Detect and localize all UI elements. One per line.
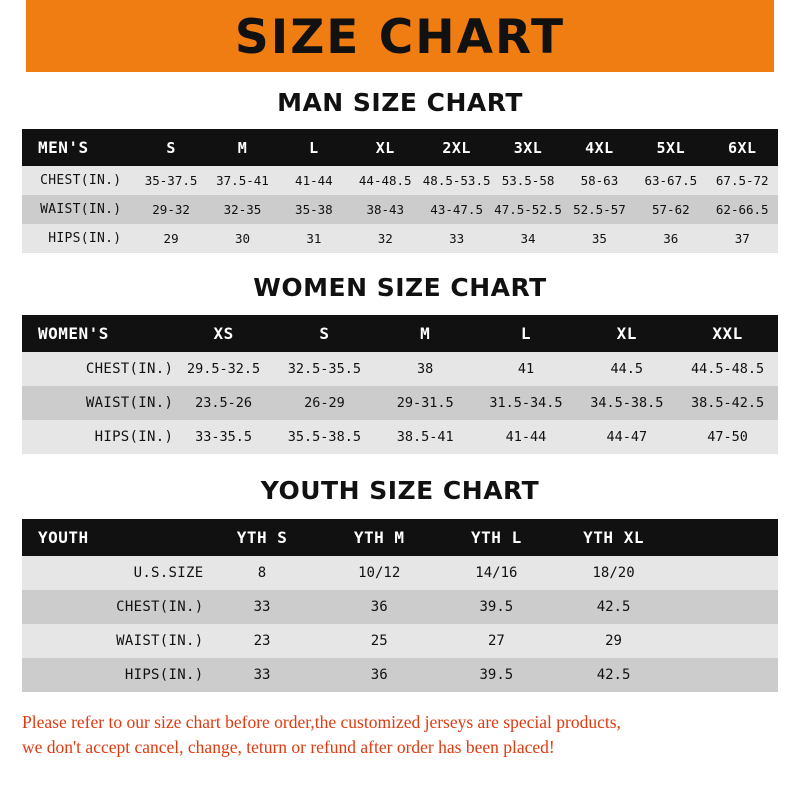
- man-header-cell-5: 2XL: [442, 138, 471, 157]
- table-row: [22, 420, 778, 454]
- women-row0-cell-2: 38: [417, 361, 434, 377]
- man-section: [0, 88, 800, 253]
- man-row1-cell-1: 32-35: [223, 202, 262, 217]
- man-section-title: MAN SIZE CHART: [277, 88, 523, 117]
- youth-row1-cell-1: 36: [370, 599, 388, 615]
- man-size-table: [22, 129, 778, 253]
- women-section: [0, 273, 800, 454]
- man-row0-cell-6: 58-63: [580, 173, 619, 188]
- youth-row0-cell-3: 18/20: [592, 565, 635, 581]
- women-header-cell-5: XL: [616, 324, 637, 343]
- youth-row0-spacer: [672, 556, 778, 590]
- youth-header-cell-2: YTH M: [353, 528, 405, 547]
- man-row1-cell-2: 35-38: [295, 202, 333, 217]
- youth-row3-label: HIPS(IN.): [124, 667, 204, 683]
- women-row1-cell-2: 29-31.5: [396, 395, 454, 411]
- man-header-cell-8: 5XL: [656, 138, 686, 157]
- table-row: [22, 195, 778, 224]
- women-size-table: [22, 315, 778, 454]
- women-row1-cell-5: 38.5-42.5: [691, 395, 765, 411]
- table-row: [22, 352, 778, 386]
- table-row: [22, 166, 778, 195]
- youth-row2-label: WAIST(IN.): [116, 633, 204, 649]
- man-header-cell-7: 4XL: [585, 138, 614, 157]
- man-row0-cell-7: 63-67.5: [644, 173, 698, 188]
- man-row1-cell-3: 38-43: [366, 202, 405, 217]
- footer-line-2: we don't accept cancel, change, teturn or refund after order has been placed!: [22, 737, 555, 758]
- youth-row1-cell-0: 33: [253, 599, 271, 615]
- women-row2-cell-0: 33-35.5: [195, 429, 253, 445]
- man-row0-cell-8: 67.5-72: [715, 173, 769, 188]
- youth-row1-spacer: [672, 590, 778, 624]
- youth-size-table: [22, 519, 778, 692]
- man-row2-cell-6: 35: [591, 231, 607, 246]
- table-row: [22, 386, 778, 420]
- women-row0-cell-4: 44.5: [610, 361, 644, 377]
- youth-row2-cell-3: 29: [605, 633, 622, 649]
- man-row2-cell-2: 31: [306, 231, 322, 246]
- women-row0-cell-3: 41: [517, 361, 535, 377]
- footer-disclaimer: [0, 710, 800, 761]
- women-row1-label: WAIST(IN.): [85, 395, 174, 411]
- women-header-cell-2: S: [319, 324, 330, 343]
- man-row2-cell-5: 34: [520, 231, 536, 246]
- women-row1-cell-4: 34.5-38.5: [590, 395, 664, 411]
- youth-row3-cell-0: 33: [253, 667, 271, 683]
- man-header-cell-3: L: [309, 138, 319, 157]
- man-row1-cell-4: 43-47.5: [430, 202, 483, 217]
- man-header-cell-9: 6XL: [727, 138, 757, 157]
- man-row1-cell-6: 52.5-57: [573, 202, 626, 217]
- youth-header-row: [22, 519, 778, 556]
- footer-line-1: Please refer to our size chart before order,the customized jerseys are special products,: [22, 712, 621, 732]
- man-row1-cell-7: 57-62: [652, 202, 690, 217]
- man-header-cell-4: XL: [375, 138, 395, 157]
- man-header-row: [22, 129, 778, 166]
- man-row0-cell-4: 48.5-53.5: [422, 173, 491, 188]
- women-row2-cell-1: 35.5-38.5: [287, 429, 361, 445]
- youth-row1-cell-3: 42.5: [596, 599, 631, 615]
- youth-row1-cell-2: 39.5: [479, 599, 514, 615]
- youth-header-cell-1: YTH S: [236, 528, 288, 547]
- youth-table-head: [22, 519, 778, 556]
- women-row1-cell-0: 23.5-26: [195, 395, 253, 411]
- women-row0-cell-1: 32.5-35.5: [287, 361, 361, 377]
- youth-row3-cell-3: 42.5: [596, 667, 631, 683]
- man-row1-cell-0: 29-32: [152, 202, 190, 217]
- man-table-head: [22, 129, 778, 166]
- women-row1-cell-1: 26-29: [304, 395, 345, 411]
- man-row1-cell-8: 62-66.5: [715, 202, 769, 217]
- man-row2-cell-1: 30: [234, 231, 250, 246]
- youth-row3-cell-1: 36: [370, 667, 388, 683]
- youth-row2-cell-2: 27: [487, 633, 505, 649]
- youth-section-title: YOUTH SIZE CHART: [260, 476, 540, 505]
- table-row: [22, 224, 778, 253]
- man-row2-cell-3: 32: [377, 231, 393, 246]
- youth-header-cell-3: YTH L: [471, 528, 522, 547]
- women-table-body: [22, 352, 778, 454]
- youth-section: [0, 476, 800, 692]
- women-header-cell-6: XXL: [712, 324, 743, 343]
- women-row1-cell-3: 31.5-34.5: [489, 395, 563, 411]
- women-header-cell-3: M: [420, 324, 431, 343]
- man-row1-label: WAIST(IN.): [40, 202, 122, 217]
- man-row2-cell-8: 37: [734, 231, 750, 246]
- table-row: [22, 658, 778, 692]
- man-row0-cell-5: 53.5-58: [501, 173, 555, 188]
- women-row2-cell-4: 44-47: [606, 429, 648, 445]
- man-row0-cell-2: 41-44: [295, 173, 333, 188]
- youth-row2-cell-0: 23: [253, 633, 271, 649]
- women-row2-cell-5: 47-50: [707, 429, 748, 445]
- page-title: SIZE CHART: [234, 9, 566, 65]
- youth-row3-cell-2: 39.5: [479, 667, 514, 683]
- banner-notch-left: [0, 0, 26, 72]
- youth-row0-cell-2: 14/16: [475, 565, 518, 581]
- man-row2-cell-4: 33: [449, 231, 465, 246]
- youth-row3-spacer: [672, 658, 778, 692]
- youth-table-body: [22, 556, 778, 692]
- women-row0-cell-5: 44.5-48.5: [691, 361, 765, 377]
- man-row2-label: HIPS(IN.): [48, 231, 122, 246]
- women-table-head: [22, 315, 778, 352]
- women-header-row: [22, 315, 778, 352]
- youth-row0-cell-1: 10/12: [358, 565, 401, 581]
- women-row2-cell-3: 41-44: [505, 429, 547, 445]
- women-row2-label: HIPS(IN.): [94, 429, 174, 445]
- women-header-cell-0: WOMEN'S: [38, 324, 109, 343]
- women-row0-label: CHEST(IN.): [85, 361, 174, 377]
- youth-header-cell-0: YOUTH: [38, 528, 89, 547]
- man-table-body: [22, 166, 778, 253]
- banner-notch-right: [774, 0, 800, 72]
- man-row0-cell-1: 37.5-41: [216, 173, 269, 188]
- women-row2-cell-2: 38.5-41: [396, 429, 454, 445]
- women-header-cell-1: XS: [213, 324, 234, 343]
- man-row2-cell-0: 29: [163, 231, 179, 246]
- women-row0-cell-0: 29.5-32.5: [187, 361, 261, 377]
- man-row0-cell-3: 44-48.5: [358, 173, 412, 188]
- youth-row2-spacer: [672, 624, 778, 658]
- youth-row0-label: U.S.SIZE: [133, 565, 204, 581]
- table-row: [22, 556, 778, 590]
- women-header-cell-4: L: [520, 324, 532, 343]
- man-header-cell-6: 3XL: [513, 138, 543, 157]
- man-header-cell-2: M: [237, 138, 248, 157]
- man-header-cell-1: S: [166, 138, 176, 157]
- man-row0-label: CHEST(IN.): [40, 173, 122, 188]
- header-banner: [0, 0, 800, 72]
- youth-row2-cell-1: 25: [370, 633, 388, 649]
- table-row: [22, 590, 778, 624]
- man-row2-cell-7: 36: [663, 231, 679, 246]
- youth-row0-cell-0: 8: [257, 565, 267, 581]
- man-header-cell-0: MEN'S: [38, 138, 89, 157]
- youth-row1-label: CHEST(IN.): [116, 599, 204, 615]
- man-row1-cell-5: 47.5-52.5: [494, 202, 562, 217]
- youth-header-spacer: [672, 519, 778, 556]
- table-row: [22, 624, 778, 658]
- youth-header-cell-4: YTH XL: [583, 528, 644, 547]
- man-row0-cell-0: 35-37.5: [144, 173, 198, 188]
- women-section-title: WOMEN SIZE CHART: [253, 273, 547, 302]
